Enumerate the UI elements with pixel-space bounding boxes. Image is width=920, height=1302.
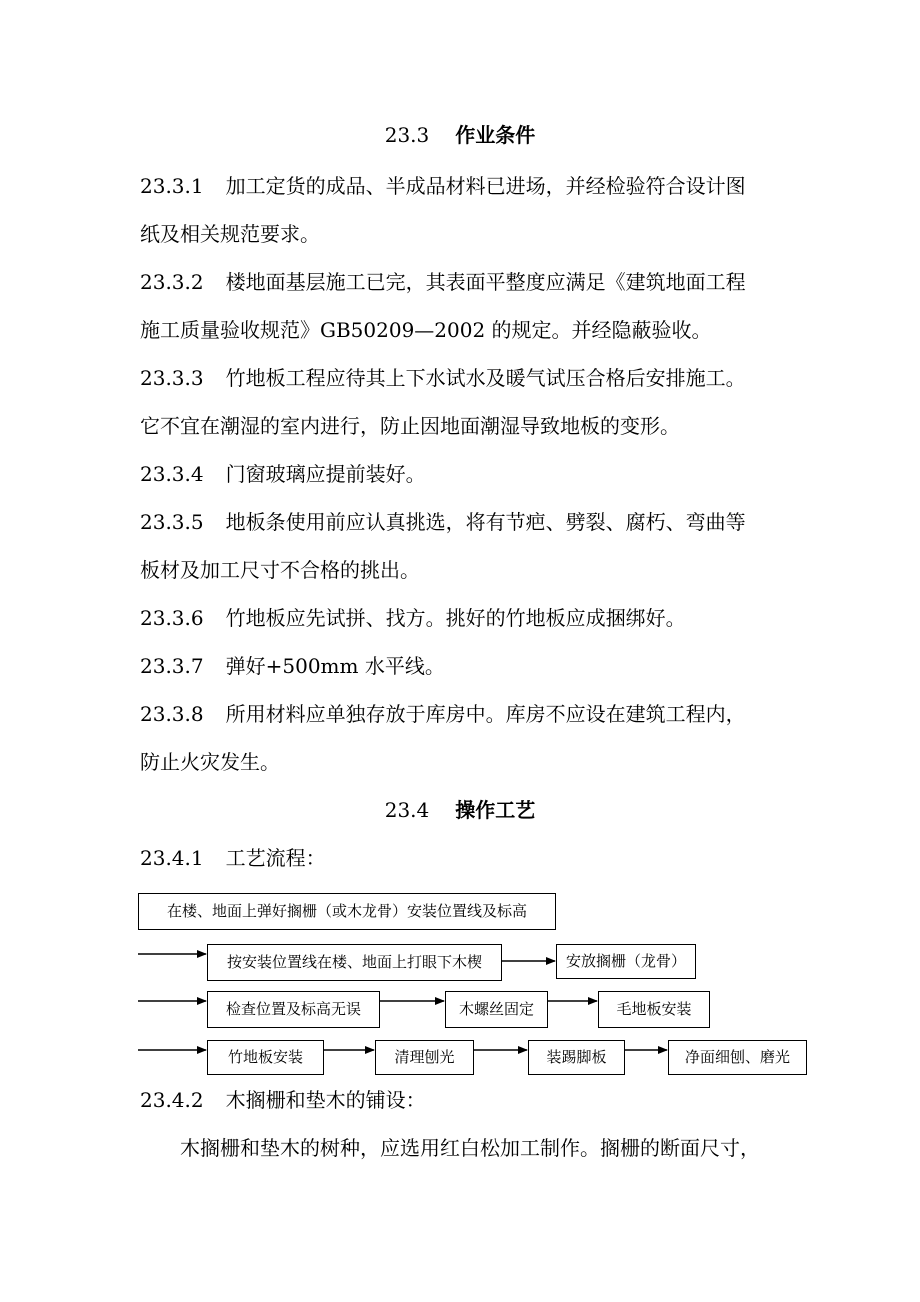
item-text: 地板条使用前应认真挑选，将有节疤、劈裂、腐朽、弯曲等 <box>225 510 746 534</box>
item-number: 23.4.2 <box>140 1088 204 1112</box>
item-number: 23.3.6 <box>140 606 204 630</box>
item-text: 加工定货的成品、半成品材料已进场，并经检验符合设计图 <box>225 174 746 198</box>
section-number: 23.3 <box>384 123 430 147</box>
flow-step: 在楼、地面上弹好搁栅（或木龙骨）安装位置线及标高 <box>138 893 556 930</box>
item-number: 23.3.4 <box>140 462 204 486</box>
item-text: 工艺流程： <box>225 846 326 870</box>
item-number: 23.3.3 <box>140 366 204 390</box>
flow-step: 净面细刨、磨光 <box>668 1040 807 1075</box>
item-number: 23.3.2 <box>140 270 204 294</box>
item-number: 23.3.8 <box>140 702 204 726</box>
item-number: 23.3.7 <box>140 654 204 678</box>
paragraph-continuation: 板材及加工尺寸不合格的挑出。 <box>140 558 420 582</box>
item-number: 23.3.1 <box>140 174 204 198</box>
section-title: 作业条件 <box>455 123 536 147</box>
flow-step: 检查位置及标高无误 <box>207 991 380 1028</box>
item-number: 23.3.5 <box>140 510 204 534</box>
flow-step: 按安装位置线在楼、地面上打眼下木楔 <box>207 944 502 981</box>
body-paragraph: 木搁栅和垫木的树种，应选用红白松加工制作。搁栅的断面尺寸， <box>180 1136 760 1160</box>
item-number: 23.4.1 <box>140 846 204 870</box>
flow-step: 装踢脚板 <box>528 1040 625 1075</box>
flow-step: 竹地板安装 <box>207 1040 324 1075</box>
item-text: 弹好+500mm 水平线。 <box>225 654 445 678</box>
item-text: 竹地板工程应待其上下水试水及暖气试压合格后安排施工。 <box>225 366 746 390</box>
section-title: 操作工艺 <box>455 798 536 822</box>
flow-step: 安放搁栅（龙骨） <box>556 944 696 979</box>
paragraph-continuation: 纸及相关规范要求。 <box>140 222 320 246</box>
item-text: 楼地面基层施工已完，其表面平整度应满足《建筑地面工程 <box>225 270 746 294</box>
flow-step: 木螺丝固定 <box>445 991 548 1028</box>
item-text: 竹地板应先试拼、找方。挑好的竹地板应成捆绑好。 <box>225 606 686 630</box>
item-text: 门窗玻璃应提前装好。 <box>225 462 426 486</box>
item-text: 木搁栅和垫木的铺设： <box>225 1088 426 1112</box>
paragraph-item <box>140 1086 800 1114</box>
item-text: 所用材料应单独存放于库房中。库房不应设在建筑工程内， <box>225 702 746 726</box>
paragraph-continuation: 防止火灾发生。 <box>140 750 280 774</box>
flow-step: 清理刨光 <box>375 1040 474 1075</box>
section-number: 23.4 <box>384 798 430 822</box>
flow-step: 毛地板安装 <box>598 991 710 1028</box>
paragraph-continuation: 它不宜在潮湿的室内进行，防止因地面潮湿导致地板的变形。 <box>140 414 680 438</box>
paragraph-continuation: 施工质量验收规范》GB50209—2002 的规定。并经隐蔽验收。 <box>140 318 712 342</box>
